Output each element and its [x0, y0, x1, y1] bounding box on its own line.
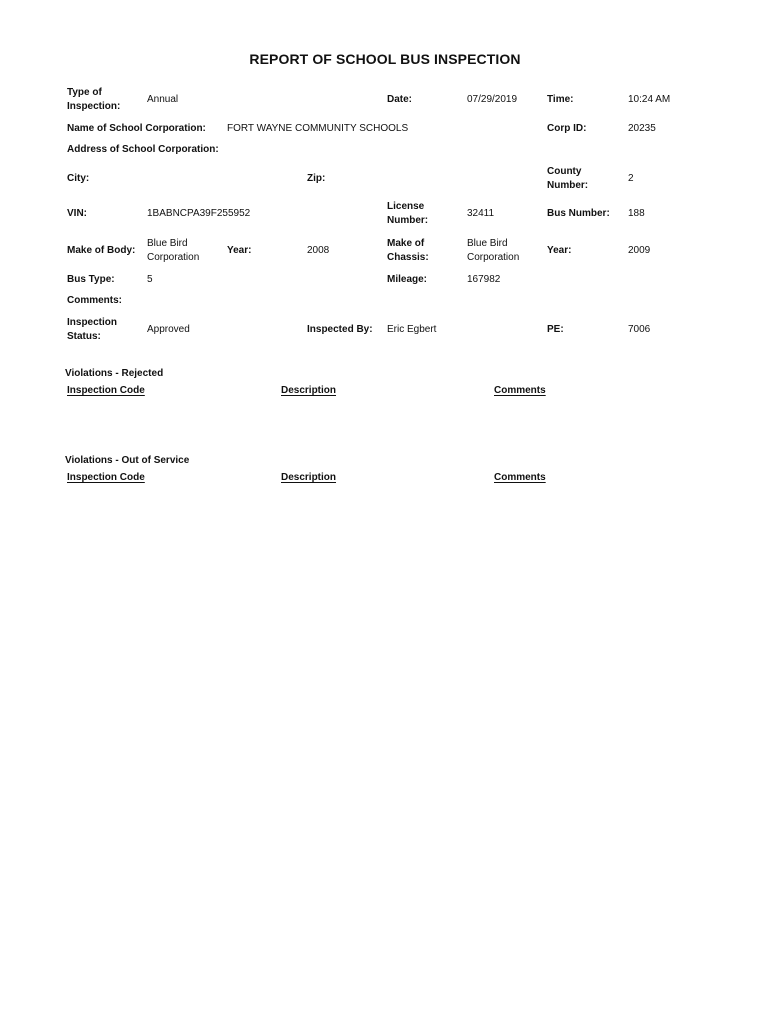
corp-id-label: Corp ID:	[547, 123, 587, 134]
bus-number-label: Bus Number:	[547, 208, 610, 219]
mileage-label: Mileage:	[387, 274, 428, 285]
time-label: Time:	[547, 94, 574, 105]
make-of-body-value-line2: Corporation	[147, 252, 200, 263]
license-number-label-line2: Number:	[387, 215, 429, 226]
violations-rejected-col-comments: Comments	[494, 385, 546, 396]
violations-oos-col-comments: Comments	[494, 472, 546, 483]
city-label: City:	[67, 173, 90, 184]
type-of-inspection-label-line2: Inspection:	[67, 101, 121, 112]
comments-label: Comments:	[67, 295, 123, 306]
vin-label: VIN:	[67, 208, 87, 219]
make-of-chassis-label-line1: Make of	[387, 238, 425, 249]
inspection-status-label-line2: Status:	[67, 331, 101, 342]
county-number-label-line1: County	[547, 166, 582, 177]
inspection-status-label-line1: Inspection	[67, 317, 118, 328]
zip-label: Zip:	[307, 173, 326, 184]
violations-oos-col-description: Description	[281, 472, 337, 483]
address-label: Address of School Corporation:	[67, 144, 219, 155]
inspected-by-value: Eric Egbert	[387, 324, 437, 335]
date-label: Date:	[387, 94, 413, 105]
body-year-label: Year:	[227, 245, 252, 256]
report-title: REPORT OF SCHOOL BUS INSPECTION	[249, 51, 521, 67]
bus-type-value: 5	[147, 274, 153, 285]
vin-value: 1BABNCPA39F255952	[147, 208, 251, 219]
pe-label: PE:	[547, 324, 564, 335]
chassis-year-value: 2009	[628, 245, 651, 256]
bus-number-value: 188	[628, 208, 645, 219]
inspected-by-label: Inspected By:	[307, 324, 373, 335]
type-of-inspection-label-line1: Type of	[67, 87, 102, 98]
inspection-status-value: Approved	[147, 324, 190, 335]
violations-out-of-service-heading: Violations - Out of Service	[65, 455, 190, 466]
county-number-value: 2	[628, 173, 634, 184]
violations-rejected-heading: Violations - Rejected	[65, 368, 164, 379]
corp-id-value: 20235	[628, 123, 656, 134]
chassis-year-label: Year:	[547, 245, 572, 256]
school-corp-name-value: FORT WAYNE COMMUNITY SCHOOLS	[227, 123, 409, 134]
make-of-chassis-label-line2: Chassis:	[387, 252, 429, 263]
body-year-value: 2008	[307, 245, 330, 256]
make-of-chassis-value-line1: Blue Bird	[467, 238, 508, 249]
time-value: 10:24 AM	[628, 94, 671, 105]
school-corp-name-label: Name of School Corporation:	[67, 123, 206, 134]
county-number-label-line2: Number:	[547, 180, 589, 191]
type-of-inspection-value: Annual	[147, 94, 179, 105]
make-of-chassis-value-line2: Corporation	[467, 252, 520, 263]
violations-oos-col-inspection-code: Inspection Code	[67, 472, 145, 483]
violations-rejected-col-description: Description	[281, 385, 337, 396]
mileage-value: 167982	[467, 274, 501, 285]
make-of-body-label: Make of Body:	[67, 245, 136, 256]
license-number-label-line1: License	[387, 201, 425, 212]
pe-value: 7006	[628, 324, 651, 335]
license-number-value: 32411	[467, 208, 495, 219]
violations-rejected-col-inspection-code: Inspection Code	[67, 385, 145, 396]
date-value: 07/29/2019	[467, 94, 518, 105]
bus-type-label: Bus Type:	[67, 274, 115, 285]
make-of-body-value-line1: Blue Bird	[147, 238, 188, 249]
